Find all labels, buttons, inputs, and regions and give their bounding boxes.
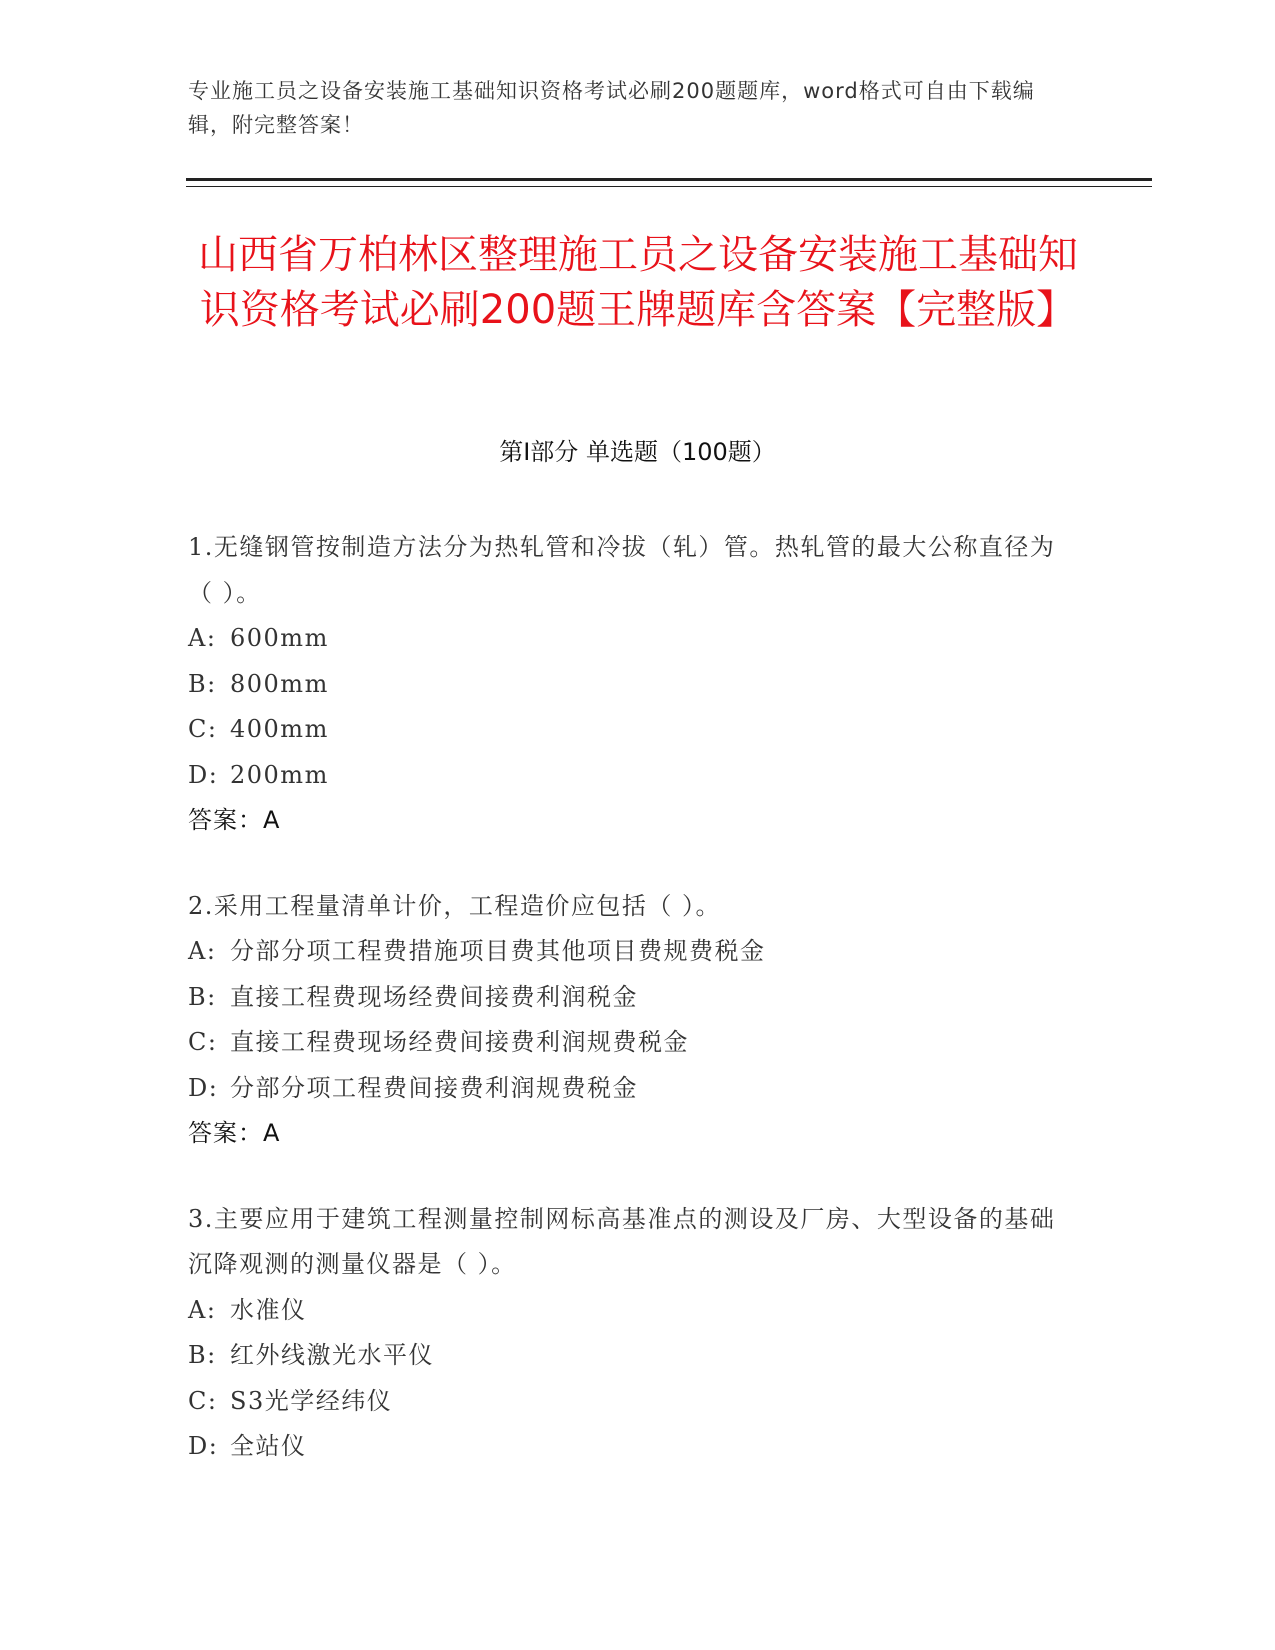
option-key: D:	[188, 760, 219, 789]
option-text: 分部分项工程费间接费利润规费税金	[230, 1073, 638, 1102]
header-divider-thick	[186, 178, 1152, 181]
option-key: A:	[188, 624, 217, 652]
option-d	[188, 753, 1068, 799]
option-text: 红外线激光水平仪	[230, 1341, 434, 1369]
option-a	[188, 929, 1068, 975]
option-key: B:	[188, 1341, 217, 1369]
option-text: 400mm	[230, 715, 329, 743]
document-title: 山西省万柏林区整理施工员之设备安装施工基础知识资格考试必刷200题王牌题库含答案【完整版】	[198, 232, 1078, 333]
question-2	[188, 884, 1068, 1157]
option-b	[188, 975, 1068, 1021]
question-3	[188, 1197, 1068, 1470]
option-key: C:	[188, 1028, 218, 1056]
header-note: 专业施工员之设备安装施工基础知识资格考试必刷200题题库，word格式可自由下载编辑，附完整答案！	[188, 79, 1035, 137]
section-title: 第I部分 单选题（100题）	[499, 438, 776, 466]
option-text: 直接工程费现场经费间接费利润税金	[230, 982, 638, 1011]
option-b	[188, 662, 1068, 708]
option-text: 水准仪	[230, 1295, 307, 1324]
option-text: 全站仪	[230, 1432, 307, 1460]
option-text: 800mm	[230, 669, 329, 698]
question-list	[188, 525, 1068, 1510]
option-a	[188, 1288, 1068, 1334]
option-text: 200mm	[230, 760, 329, 789]
option-c	[188, 1020, 1068, 1066]
option-text: 600mm	[230, 624, 329, 652]
option-key: B:	[188, 982, 217, 1011]
option-d	[188, 1066, 1068, 1112]
question-text: 1.无缝钢管按制造方法分为热轧管和冷拔（轧）管。热轧管的最大公称直径为（ ）。	[188, 533, 1056, 607]
answer-label: 答案：	[188, 806, 263, 834]
question-1	[188, 525, 1068, 844]
option-c	[188, 707, 1068, 753]
option-a	[188, 616, 1068, 662]
answer-value: A	[263, 1119, 281, 1147]
option-text: S3光学经纬仪	[230, 1386, 393, 1415]
question-text: 2.采用工程量清单计价，工程造价应包括（ ）。	[188, 891, 722, 920]
header-divider-thin	[186, 186, 1152, 187]
answer-line	[188, 798, 1068, 844]
answer-line	[188, 1111, 1068, 1157]
answer-label: 答案：	[188, 1119, 263, 1147]
option-b	[188, 1333, 1068, 1379]
option-key: B:	[188, 669, 217, 698]
option-text: 分部分项工程费措施项目费其他项目费规费税金	[230, 937, 766, 965]
option-c	[188, 1379, 1068, 1425]
option-key: A:	[188, 937, 217, 965]
option-text: 直接工程费现场经费间接费利润规费税金	[230, 1028, 689, 1056]
option-key: D:	[188, 1073, 219, 1102]
option-key: A:	[188, 1295, 217, 1324]
option-key: C:	[188, 715, 218, 743]
option-key: C:	[188, 1386, 218, 1415]
question-text: 3.主要应用于建筑工程测量控制网标高基准点的测设及厂房、大型设备的基础沉降观测的测量仪器是（ ）。	[188, 1204, 1056, 1278]
option-d	[188, 1424, 1068, 1470]
answer-value: A	[263, 806, 281, 834]
option-key: D:	[188, 1432, 219, 1460]
